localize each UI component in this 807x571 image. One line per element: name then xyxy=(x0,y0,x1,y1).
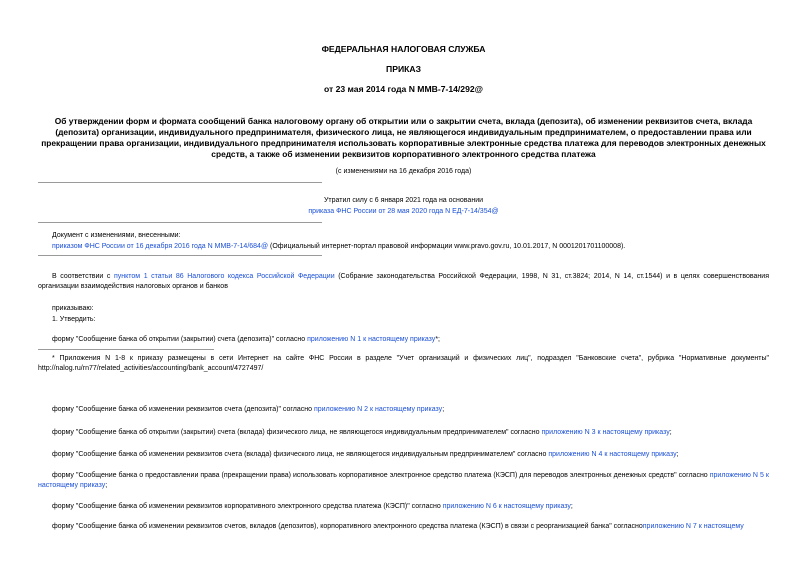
amendments-label: Документ с изменениями, внесенными: xyxy=(52,232,181,239)
revision-note: (с изменениями на 16 декабря 2016 года) xyxy=(335,168,472,175)
form-item-5: форму "Сообщение банка о предоставлении права (прекращении права) использовать корпоративное электронное средство платежа (КЭСП) для переводов электронных денежных средств" согласно приложению N 5 к настоящему приказу; xyxy=(38,472,769,489)
form-item-1: форму "Сообщение банка об открытии (закрытии) счета (депозита)" согласно приложению N 1 к настоящему приказу*; xyxy=(52,336,440,343)
form-item-4: форму "Сообщение банка об изменении реквизитов счета (вклада) физического лица, не являющегося индивидуальным предпринимателем" согласно приложению N 4 к настоящему приказу; xyxy=(52,451,679,458)
document-page xyxy=(38,0,769,571)
void-notice-link[interactable]: приказа ФНС России от 28 мая 2020 года N ЕД-7-14/354@ xyxy=(308,208,499,215)
amendments-line xyxy=(38,242,769,252)
agency-name: ФЕДЕРАЛЬНАЯ НАЛОГОВАЯ СЛУЖБА xyxy=(321,44,486,54)
preamble-start: В соответствии с xyxy=(52,273,114,280)
form-item-3: форму "Сообщение банка об открытии (закрытии) счета (вклада) физического лица, не являющегося индивидуальным предпринимателем" согласно приложению N 3 к настоящему приказу; xyxy=(52,429,672,436)
appendix-5-link[interactable]: приложению N 5 к настоящему приказу xyxy=(38,472,769,489)
clause-1: 1. Утвердить: xyxy=(52,316,96,323)
separator-line xyxy=(38,222,322,223)
footnote-separator xyxy=(38,349,214,350)
appendix-3-link[interactable]: приложению N 3 к настоящему приказу xyxy=(541,429,670,436)
separator-line xyxy=(38,182,322,183)
preamble-rest: (Собрание законодательства Российской Федерации, 1998, N 31, ст.3824; 2014, N 14, ст.1544) и в целях совершенствования организации взаимодействия налоговых органов и банков xyxy=(38,273,769,290)
appendix-6-link[interactable]: приложению N 6 к настоящему приказу xyxy=(442,503,571,510)
document-type: ПРИКАЗ xyxy=(386,64,421,74)
document-title: Об утверждении форм и формата сообщений банка налоговому органу об открытии или о закрытии счета, вклада (депозита), об изменении реквизитов счета, вклада (депозита) организации, индивидуального предпринимателя, физического лица, не являющегося индивидуальным предпринимателем, о предоставлении права или прекращении права организации, индивидуального предпринимателя использовать корпоративные электронные средства платежа для переводов электронных денежных средств, а также об изменении реквизитов корпоративного электронного средства платежа xyxy=(41,116,766,159)
order-word: приказываю: xyxy=(52,305,94,312)
tax-code-link[interactable]: пунктом 1 статьи 86 Налогового кодекса Российской Федерации xyxy=(113,273,335,280)
amendment-source: (Официальный интернет-портал правовой информации www.pravo.gov.ru, 10.01.2017, N 0001201701100008). xyxy=(268,243,626,250)
appendix-1-link[interactable]: приложению N 1 к настоящему приказу xyxy=(307,336,436,343)
appendix-4-link[interactable]: приложению N 4 к настоящему приказу xyxy=(548,451,677,458)
appendix-2-link[interactable]: приложению N 2 к настоящему приказу xyxy=(313,406,443,413)
footnote: * Приложения N 1-8 к приказу размещены в сети Интернет на сайте ФНС России в разделе "Учет организаций и физических лиц", подраздел "Банковские счета", рубрика "Нормативные документы" http://nalog.ru/rn77/related_activities/accounting/bank_account/4727497/ xyxy=(38,355,769,372)
form-item-2: форму "Сообщение банка об изменении реквизитов счета (депозита)" согласно приложению N 2 к настоящему приказу; xyxy=(52,406,445,413)
separator-line xyxy=(38,255,322,256)
appendix-7-link[interactable]: приложению N 7 к настоящему xyxy=(642,523,744,530)
form-item-6: форму "Сообщение банка об изменении реквизитов корпоративного электронного средства платежа (КЭСП)" согласно приложению N 6 к настоящему приказу; xyxy=(52,503,573,510)
void-notice-text: Утратил силу с 6 января 2021 года на основании xyxy=(323,197,484,204)
amendment-link[interactable]: приказом ФНС России от 16 декабря 2016 года N ММВ-7-14/684@ xyxy=(52,243,269,250)
form-item-7: форму "Сообщение банка об изменении реквизитов счетов, вкладов (депозитов), корпоративного электронного средства платежа (КЭСП) в связи с реорганизацией банка" согласноприложению N 7 к настоящему xyxy=(52,523,744,530)
document-date-number: от 23 мая 2014 года N ММВ-7-14/292@ xyxy=(323,84,484,94)
preamble xyxy=(38,272,769,292)
